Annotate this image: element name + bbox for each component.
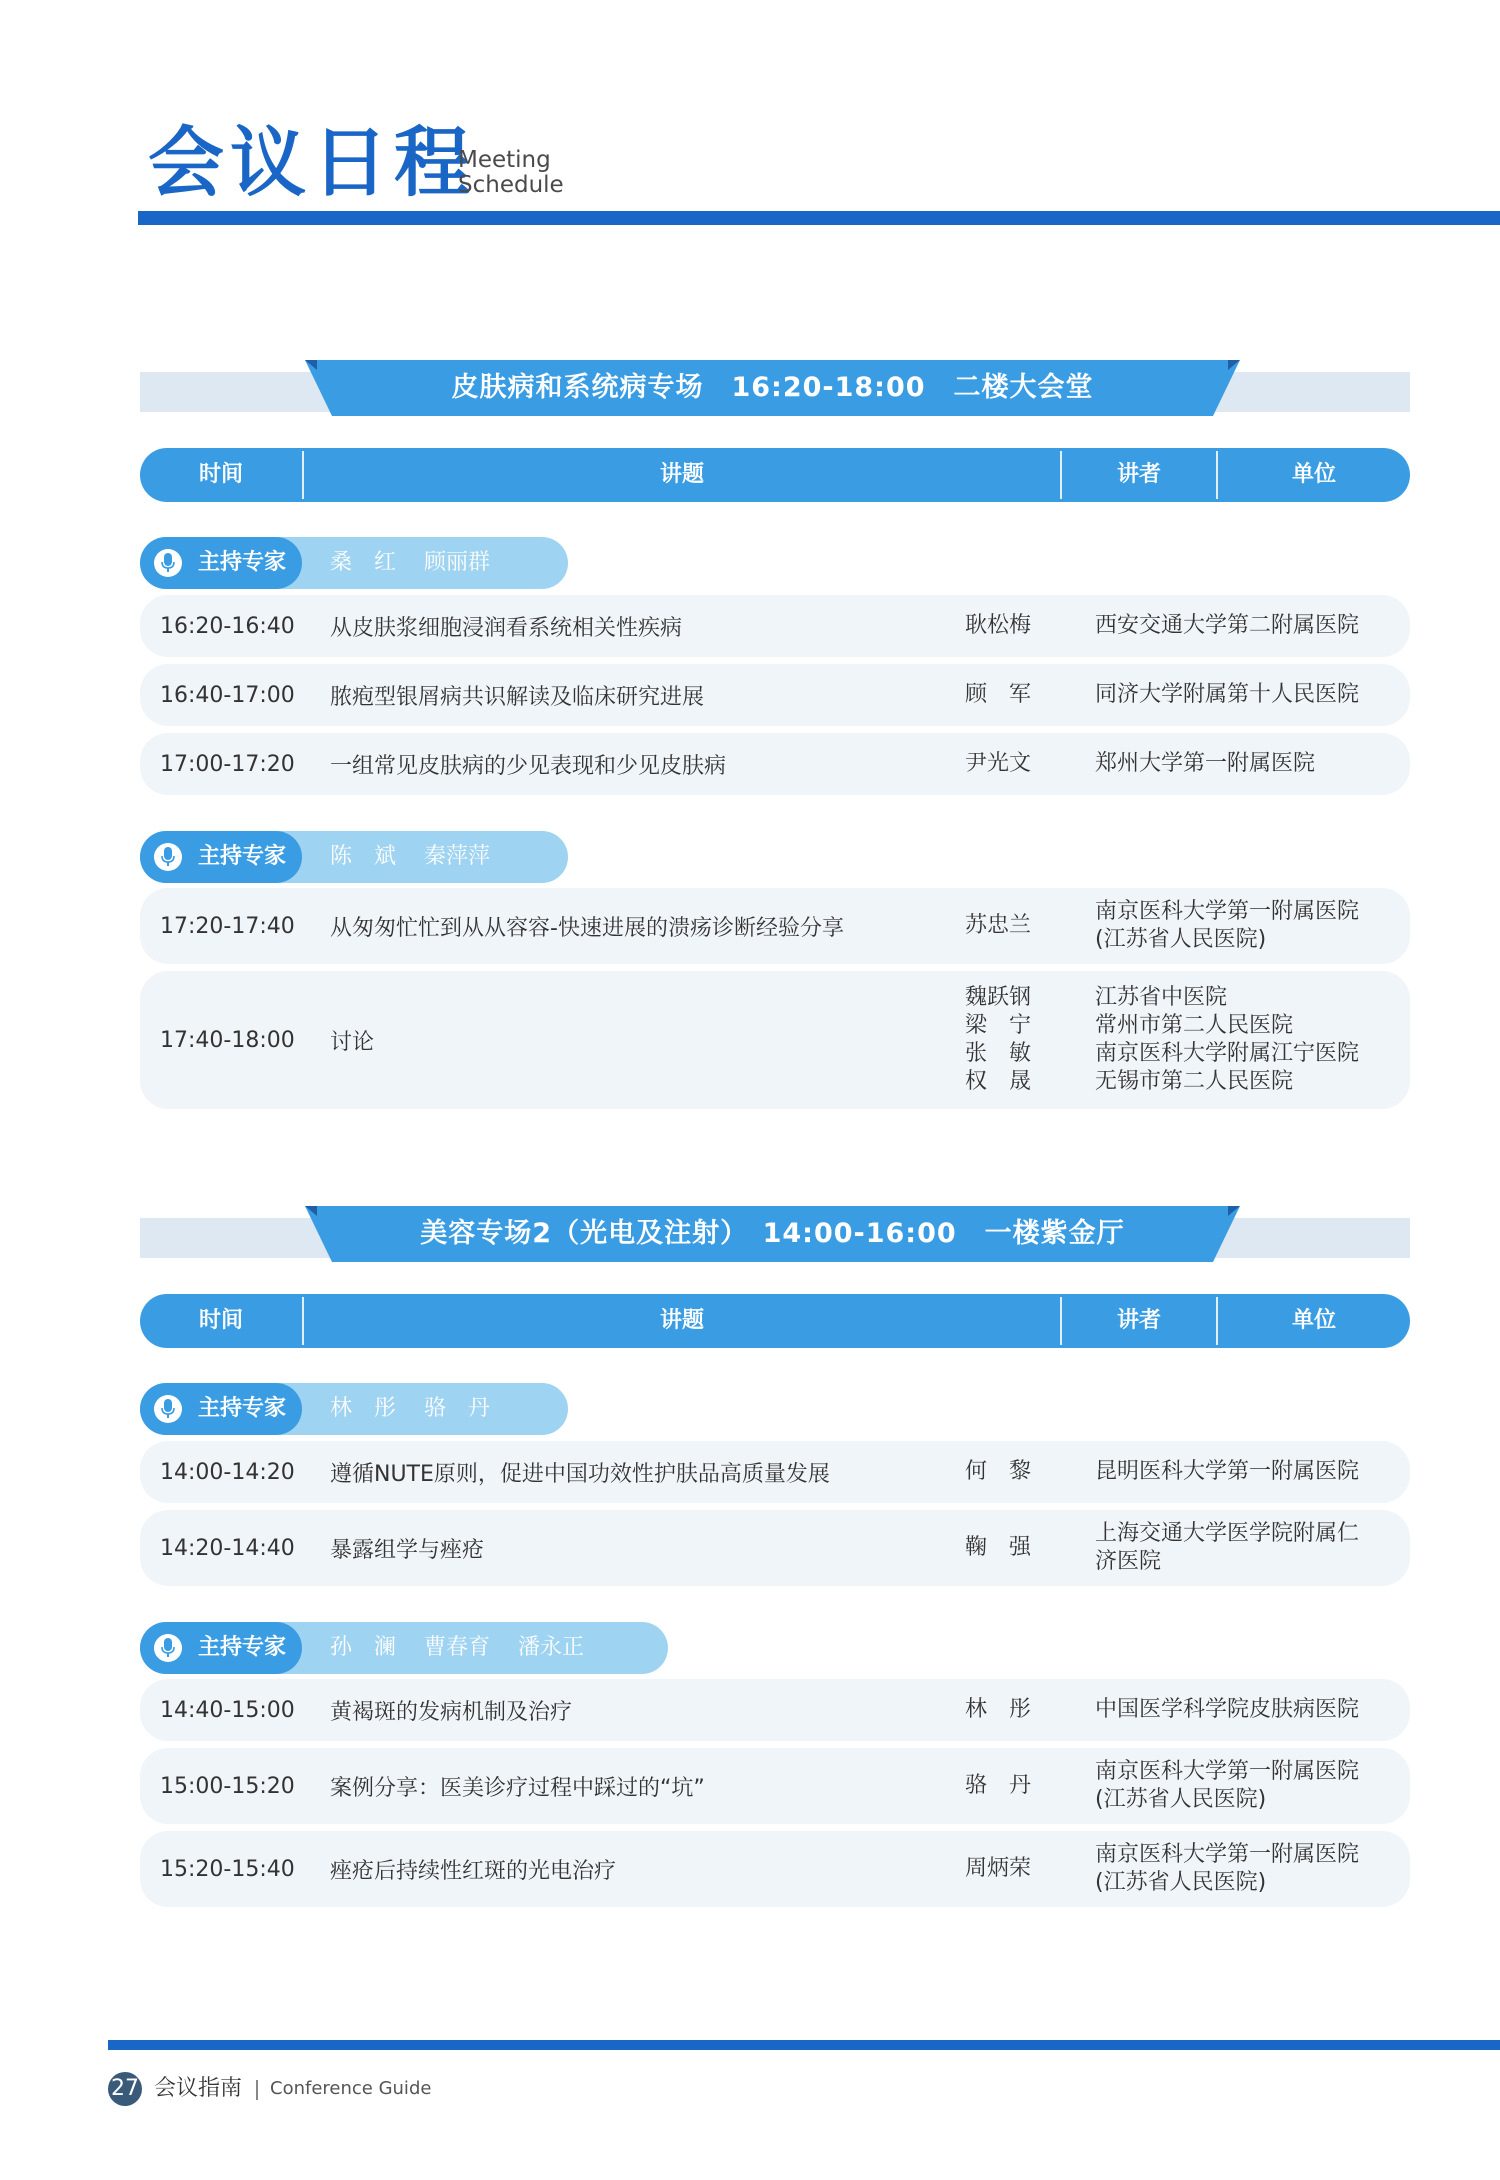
speaker-name: 耿松梅 (965, 613, 1032, 638)
row-org (1095, 1831, 1359, 1907)
org-name: (江苏省人民医院) (1095, 1870, 1267, 1895)
row-speaker (965, 888, 1031, 964)
col-speaker: 讲者 (1116, 1308, 1161, 1333)
moderator-names (330, 1622, 612, 1674)
org-name: 江苏省中医院 (1095, 985, 1228, 1010)
table-row (140, 664, 1410, 726)
moderator-names (330, 831, 518, 883)
moderator-label (140, 1622, 302, 1674)
org-name: (江苏省人民医院) (1095, 927, 1267, 952)
section-title: 美容专场2（光电及注射） 14:00-16:00 一楼紫金厅 (420, 1218, 1125, 1249)
row-topic: 痤疮后持续性红斑的光电治疗 (330, 1858, 617, 1884)
speaker-name: 周炳荣 (965, 1856, 1032, 1881)
org-name: 郑州大学第一附属医院 (1095, 751, 1316, 776)
row-time: 15:00-15:20 (160, 1773, 295, 1799)
moderator-name: 骆 丹 (424, 1396, 491, 1421)
row-time: 16:20-16:40 (160, 613, 295, 639)
row-topic: 暴露组学与痤疮 (330, 1537, 485, 1563)
org-name: (江苏省人民医院) (1095, 1787, 1267, 1812)
col-speaker: 讲者 (1116, 462, 1161, 487)
row-topic: 遵循NUTE原则，促进中国功效性护肤品高质量发展 (330, 1461, 830, 1487)
table-row (140, 1748, 1410, 1824)
row-topic: 脓疱型银屑病共识解读及临床研究进展 (330, 684, 705, 710)
speaker-name: 苏忠兰 (965, 913, 1032, 938)
footer-guide-cn: 会议指南 (154, 2076, 243, 2101)
speaker-name: 林 彤 (965, 1697, 1032, 1722)
speaker-name: 权 晟 (965, 1069, 1032, 1094)
row-topic: 从皮肤浆细胞浸润看系统相关性疾病 (330, 615, 683, 641)
row-org (1095, 664, 1359, 726)
row-org (1095, 595, 1359, 657)
row-org (1095, 971, 1359, 1109)
microphone-icon (154, 549, 182, 577)
speaker-name: 骆 丹 (965, 1773, 1032, 1798)
page-number: 27 (108, 2072, 142, 2106)
speaker-name: 鞠 强 (965, 1535, 1032, 1560)
moderator-name: 林 彤 (330, 1396, 397, 1421)
row-org (1095, 888, 1359, 964)
row-topic: 黄褐斑的发病机制及治疗 (330, 1699, 573, 1725)
org-name: 上海交通大学医学院附属仁 (1095, 1521, 1360, 1546)
moderator-label-text: 主持专家 (198, 1635, 287, 1660)
org-name: 同济大学附属第十人民医院 (1095, 682, 1360, 707)
table-row (140, 1441, 1410, 1503)
section-banner (140, 360, 1410, 416)
column-header (140, 1294, 1410, 1348)
row-org (1095, 1679, 1359, 1741)
speaker-name: 魏跃钢 (965, 985, 1032, 1010)
moderator-name: 孙 澜 (330, 1635, 397, 1660)
row-speaker (965, 971, 1031, 1109)
speaker-name: 梁 宁 (965, 1013, 1032, 1038)
section-title: 皮肤病和系统病专场 16:20-18:00 二楼大会堂 (451, 372, 1094, 403)
table-row (140, 888, 1410, 964)
row-time: 14:00-14:20 (160, 1459, 295, 1485)
moderator-pill (140, 537, 568, 589)
table-row (140, 1510, 1410, 1586)
page-title: 会议日程 (148, 118, 476, 207)
footer-guide-en: Conference Guide (270, 2078, 432, 2099)
row-time: 14:20-14:40 (160, 1535, 295, 1561)
col-topic: 讲题 (659, 1308, 704, 1333)
org-name: 南京医科大学附属江宁医院 (1095, 1041, 1360, 1066)
row-time: 17:40-18:00 (160, 1027, 295, 1053)
banner-ribbon (305, 1206, 1240, 1262)
table-row (140, 971, 1410, 1109)
row-time: 15:20-15:40 (160, 1856, 295, 1882)
row-org (1095, 1441, 1359, 1503)
col-org: 单位 (1291, 1308, 1336, 1333)
table-row (140, 1831, 1410, 1907)
org-name: 常州市第二人民医院 (1095, 1013, 1294, 1038)
moderator-names (330, 537, 518, 589)
page-title-en-line2: Schedule (458, 172, 564, 198)
row-time: 16:40-17:00 (160, 682, 295, 708)
moderator-pill (140, 831, 568, 883)
row-speaker (965, 664, 1031, 726)
speaker-name: 张 敏 (965, 1041, 1032, 1066)
row-time: 17:00-17:20 (160, 751, 295, 777)
org-name: 中国医学科学院皮肤病医院 (1095, 1697, 1360, 1722)
microphone-icon (154, 1634, 182, 1662)
row-speaker (965, 1510, 1031, 1586)
moderator-name: 秦萍萍 (424, 844, 491, 869)
speaker-name: 顾 军 (965, 682, 1032, 707)
section-banner (140, 1206, 1410, 1262)
row-speaker (965, 733, 1031, 795)
moderator-name: 曹春育 (424, 1635, 491, 1660)
moderator-name: 潘永正 (518, 1635, 585, 1660)
table-row (140, 1679, 1410, 1741)
row-speaker (965, 1748, 1031, 1824)
row-org (1095, 733, 1315, 795)
footer-divider (256, 2080, 258, 2100)
speaker-name: 尹光文 (965, 751, 1032, 776)
col-time: 时间 (198, 462, 243, 487)
page-title-en-line1: Meeting (458, 147, 551, 173)
moderator-name: 桑 红 (330, 550, 397, 575)
moderator-pill (140, 1383, 568, 1435)
microphone-icon (154, 1395, 182, 1423)
row-speaker (965, 595, 1031, 657)
org-name: 无锡市第二人民医院 (1095, 1069, 1294, 1094)
table-row (140, 595, 1410, 657)
moderator-names (330, 1383, 518, 1435)
row-topic: 一组常见皮肤病的少见表现和少见皮肤病 (330, 753, 727, 779)
row-time: 17:20-17:40 (160, 913, 295, 939)
page-title-en (458, 148, 564, 198)
moderator-pill (140, 1622, 668, 1674)
row-topic: 从匆匆忙忙到从从容容-快速进展的溃疡诊断经验分享 (330, 915, 844, 941)
speaker-name: 何 黎 (965, 1459, 1032, 1484)
moderator-name: 顾丽群 (424, 550, 491, 575)
moderator-label-text: 主持专家 (198, 1396, 287, 1421)
row-topic: 案例分享：医美诊疗过程中踩过的“坑” (330, 1775, 705, 1801)
table-row (140, 733, 1410, 795)
moderator-label (140, 537, 302, 589)
moderator-label-text: 主持专家 (198, 844, 287, 869)
banner-ribbon (305, 360, 1240, 416)
org-name: 南京医科大学第一附属医院 (1095, 899, 1360, 924)
row-topic: 讨论 (330, 1029, 375, 1055)
row-speaker (965, 1831, 1031, 1907)
row-org (1095, 1748, 1359, 1824)
moderator-label (140, 831, 302, 883)
row-time: 14:40-15:00 (160, 1697, 295, 1723)
moderator-label (140, 1383, 302, 1435)
row-speaker (965, 1679, 1031, 1741)
column-header (140, 448, 1410, 502)
org-name: 南京医科大学第一附属医院 (1095, 1842, 1360, 1867)
microphone-icon (154, 843, 182, 871)
org-name: 济医院 (1095, 1549, 1162, 1574)
footer-rule (108, 2040, 1500, 2050)
col-org: 单位 (1291, 462, 1336, 487)
moderator-name: 陈 斌 (330, 844, 397, 869)
header-rule (138, 211, 1500, 225)
org-name: 南京医科大学第一附属医院 (1095, 1759, 1360, 1784)
col-time: 时间 (198, 1308, 243, 1333)
moderator-label-text: 主持专家 (198, 550, 287, 575)
org-name: 西安交通大学第二附属医院 (1095, 613, 1360, 638)
col-topic: 讲题 (659, 462, 704, 487)
row-org (1095, 1510, 1359, 1586)
row-speaker (965, 1441, 1031, 1503)
org-name: 昆明医科大学第一附属医院 (1095, 1459, 1360, 1484)
